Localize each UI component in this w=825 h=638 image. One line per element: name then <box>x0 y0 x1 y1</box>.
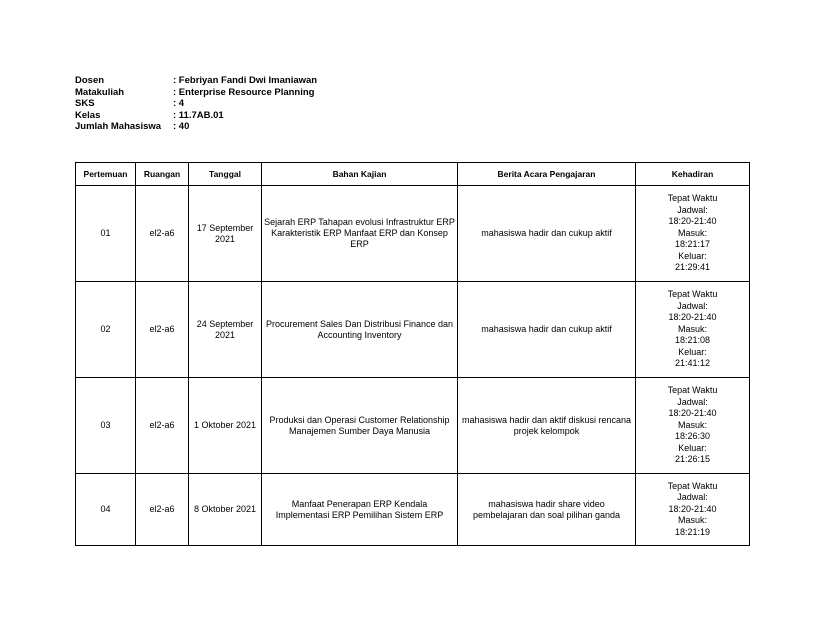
header-kehadiran: Kehadiran <box>636 163 750 186</box>
kehadiran-jadwal: 18:20-21:40 <box>668 216 717 227</box>
cell-tanggal: 8 Oktober 2021 <box>189 474 262 546</box>
kehadiran-masuk-label: Masuk: <box>677 419 707 430</box>
info-value: : 40 <box>173 121 190 132</box>
table-header-row <box>76 163 750 186</box>
kehadiran-jadwal: 18:20-21:40 <box>668 503 717 514</box>
info-row-jumlah-mahasiswa <box>75 121 317 133</box>
kehadiran-status: Tepat Waktu <box>667 193 718 204</box>
kehadiran-keluar: 21:26:15 <box>674 454 711 465</box>
table-row <box>76 378 750 474</box>
info-label: SKS <box>75 98 95 109</box>
cell-kehadiran <box>636 186 750 282</box>
info-value: : Enterprise Resource Planning <box>173 86 315 98</box>
header-berita-acara: Berita Acara Pengajaran <box>458 163 636 186</box>
kehadiran-keluar-label: Keluar: <box>678 346 707 357</box>
kehadiran-jadwal-label: Jadwal: <box>677 204 708 215</box>
cell-berita-acara: mahasiswa hadir dan cukup aktif <box>458 282 636 378</box>
cell-kehadiran <box>636 282 750 378</box>
table-row <box>76 282 750 378</box>
kehadiran-masuk: 18:21:08 <box>674 335 711 346</box>
info-value: : 11.7AB.01 <box>173 109 224 121</box>
header-tanggal: Tanggal <box>189 163 262 186</box>
kehadiran-status: Tepat Waktu <box>667 480 718 491</box>
kehadiran-masuk: 18:21:17 <box>674 239 711 250</box>
cell-kehadiran <box>636 474 750 546</box>
cell-berita-acara: mahasiswa hadir share video pembelajaran dan soal pilihan ganda <box>458 474 636 546</box>
kehadiran-masuk-label: Masuk: <box>677 323 707 334</box>
info-label: Dosen <box>75 75 105 86</box>
kehadiran-masuk-label: Masuk: <box>677 515 707 526</box>
info-row-kelas <box>75 110 317 122</box>
cell-ruangan: el2-a6 <box>136 378 189 474</box>
info-label: Kelas <box>75 109 101 121</box>
kehadiran-jadwal: 18:20-21:40 <box>668 312 717 323</box>
kehadiran-jadwal-label: Jadwal: <box>677 396 708 407</box>
kehadiran-jadwal: 18:20-21:40 <box>668 408 717 419</box>
info-row-matakuliah <box>75 87 317 99</box>
kehadiran-keluar: 21:41:12 <box>674 358 711 369</box>
cell-pertemuan: 01 <box>76 186 136 282</box>
course-info <box>75 75 317 133</box>
cell-tanggal: 24 September 2021 <box>189 282 262 378</box>
cell-ruangan: el2-a6 <box>136 186 189 282</box>
header-bahan-kajian: Bahan Kajian <box>262 163 458 186</box>
cell-ruangan: el2-a6 <box>136 282 189 378</box>
cell-kehadiran <box>636 378 750 474</box>
header-pertemuan: Pertemuan <box>76 163 136 186</box>
kehadiran-masuk: 18:21:19 <box>674 526 711 537</box>
info-value: : Febriyan Fandi Dwi Imaniawan <box>173 75 318 86</box>
info-label: Matakuliah <box>75 86 125 98</box>
info-row-sks <box>75 98 317 110</box>
info-row-dosen <box>75 75 317 87</box>
info-label: Jumlah Mahasiswa <box>75 121 162 132</box>
kehadiran-masuk-label: Masuk: <box>677 227 707 238</box>
kehadiran-status: Tepat Waktu <box>667 385 718 396</box>
kehadiran-keluar-label: Keluar: <box>678 442 707 453</box>
attendance-table <box>75 162 750 546</box>
kehadiran-jadwal-label: Jadwal: <box>677 492 708 503</box>
cell-ruangan: el2-a6 <box>136 474 189 546</box>
cell-bahan-kajian: Sejarah ERP Tahapan evolusi Infrastruktur ERP Karakteristik ERP Manfaat ERP dan Konsep ERP <box>262 186 458 282</box>
header-ruangan: Ruangan <box>136 163 189 186</box>
cell-pertemuan: 02 <box>76 282 136 378</box>
info-value: : 4 <box>173 98 185 109</box>
kehadiran-masuk: 18:26:30 <box>674 431 711 442</box>
kehadiran-status: Tepat Waktu <box>667 289 718 300</box>
cell-pertemuan: 03 <box>76 378 136 474</box>
table-row <box>76 186 750 282</box>
kehadiran-jadwal-label: Jadwal: <box>677 300 708 311</box>
kehadiran-keluar: 21:29:41 <box>674 262 711 273</box>
cell-pertemuan: 04 <box>76 474 136 546</box>
cell-berita-acara: mahasiswa hadir dan aktif diskusi rencana projek kelompok <box>458 378 636 474</box>
cell-bahan-kajian: Produksi dan Operasi Customer Relationship Manajemen Sumber Daya Manusia <box>262 378 458 474</box>
cell-bahan-kajian: Manfaat Penerapan ERP Kendala Implementasi ERP Pemilihan Sistem ERP <box>262 474 458 546</box>
cell-tanggal: 17 September 2021 <box>189 186 262 282</box>
cell-berita-acara: mahasiswa hadir dan cukup aktif <box>458 186 636 282</box>
kehadiran-keluar-label: Keluar: <box>678 250 707 261</box>
cell-bahan-kajian: Procurement Sales Dan Distribusi Finance dan Accounting Inventory <box>262 282 458 378</box>
table-row <box>76 474 750 546</box>
cell-tanggal: 1 Oktober 2021 <box>189 378 262 474</box>
